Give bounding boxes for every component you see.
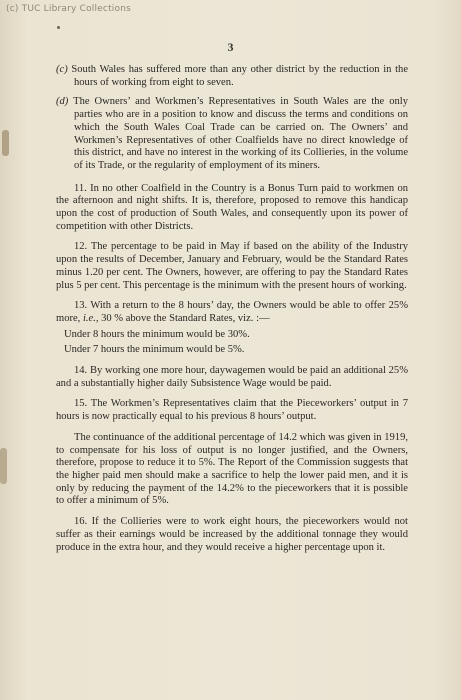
rate-7-hours: Under 7 hours the minimum would be 5%. [64,344,245,356]
page-number: 3 [227,40,234,54]
paper-stain [2,130,9,156]
paragraph-12: 12. The percentage to be paid in May if based on the ability of the Industry upon the results of December, January and February, would be the Standard Rates minus 1.20 per cent. The Owners, however, are offering to pay the Standard Rates plus 5 per cent. This percentage is the minimum with the present hours of working. [56,241,408,291]
paragraph-16: 16. If the Collieries were to work eight hours, the pieceworkers would not suffer as their earnings would be increased by the additional tonnage they would produce in the extra hour, and they would receive a higher percentage upon it. [56,516,408,553]
list-item [56,64,408,89]
paper-stain [0,448,7,484]
item-marker: (d) [56,96,69,108]
paragraph-13-text: 13. With a return to the 8 hours’ day, the Owners would be able to offer 25% more, [56,300,408,324]
rate-8-hours: Under 8 hours the minimum would be 30%. [64,328,250,340]
paragraph-11: 11. In no other Coalfield in the Country is a Bonus Turn paid to workmen on the afternoon and night shifts. It is, therefore, proposed to remove this handicap upon the cost of production of South Wales, and consequently upon its power of competition with other Districts. [56,182,408,232]
paragraph-13-text-cont: 30 % above the Standard Rates, viz. :— [101,312,270,324]
item-text: South Wales has suffered more than any other district by the reduction in the hours of working from eight to seven. [71,64,408,88]
item-marker: (c) [56,64,68,75]
rates-list [56,329,408,357]
item-text: The Owners’ and Workmen’s Representatives in South Wales are the only parties who are in a position to know and discuss the terms and conditions on which the South Wales Coal Trade can be carried on. The Owners’ and Workmen’s Representatives of other Coalfields have no direct knowledge of this district, and have no interest in the working of its Collieries, in the volume of its Trade, or the regularity of employment of its miners. [73,96,408,171]
document-body [56,64,408,562]
ie-abbrev: i.e., [82,312,99,324]
watermark: (c) TUC Library Collections [6,4,131,14]
paragraph-13 [56,300,408,325]
paragraph-14: 14. By working one more hour, daywagemen would be paid an additional 25% and a substantially higher daily Subsistence Wage would be paid. [56,365,408,389]
paragraph-15: 15. The Workmen’s Representatives claim that the Pieceworkers’ output in 7 hours is now practically equal to his previous 8 hours’ output. [56,398,408,423]
list-item [56,96,408,172]
paragraph-15-continued: The continuance of the additional percentage of 14.2 which was given in 1919, to compensate for his loss of output is no longer justified, and the Owners, therefore, propose to reduce it to 5%. The Report of the Commission suggests that the higher paid men should make a sacrifice to help the lower paid men, and it is only by reducing the payment of the 14.2% to the pieceworkers that it is possible to offer a minimum of 5%. [56,431,408,507]
ink-dot [57,26,60,29]
